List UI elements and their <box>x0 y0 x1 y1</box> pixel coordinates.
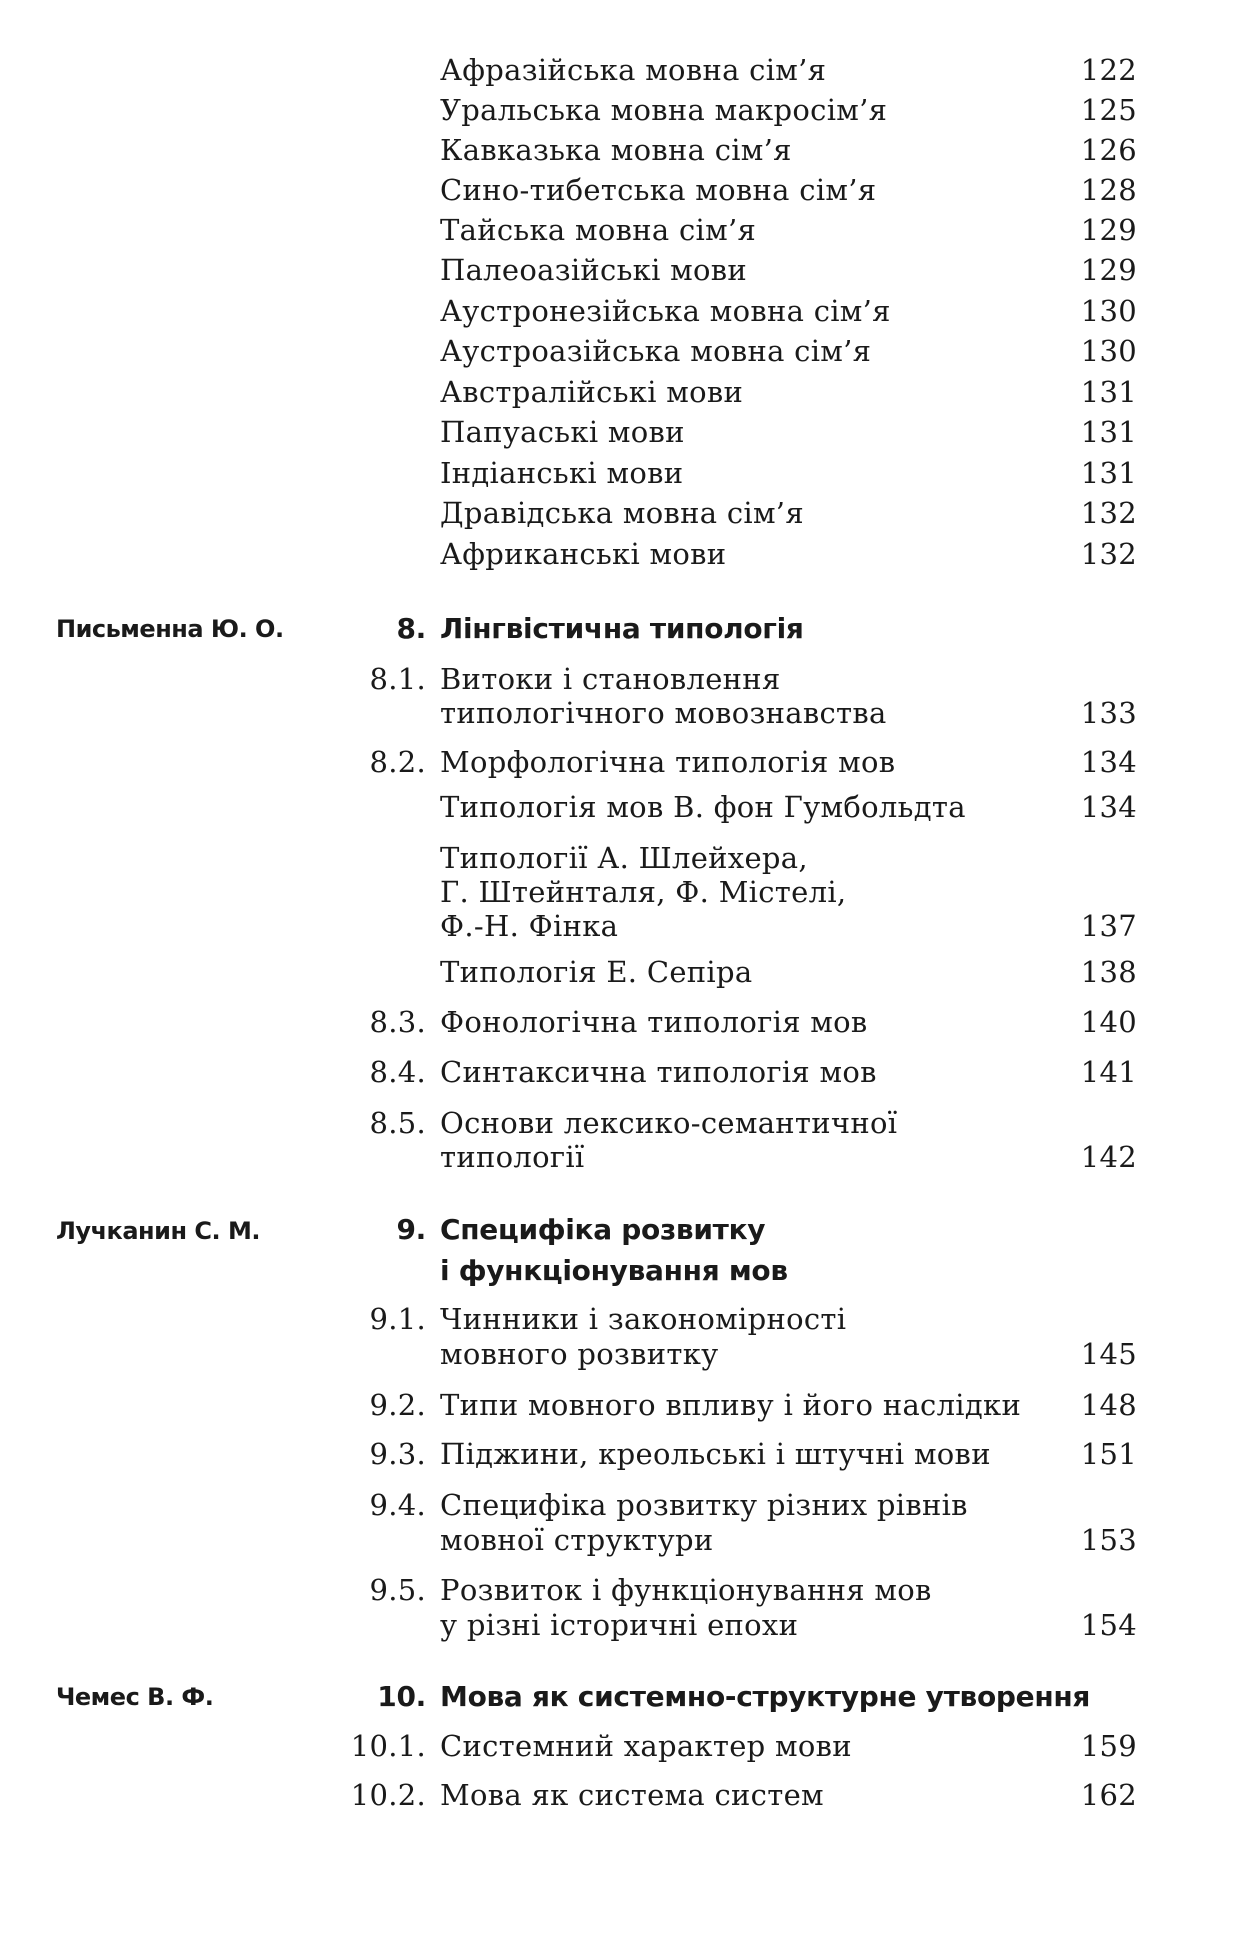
entry-title: Синтаксична типологія мов <box>440 1055 877 1089</box>
entry-page: 126 <box>1080 133 1137 167</box>
entry-title: Типології А. Шлейхера, <box>440 841 808 875</box>
section-number: 9.5. <box>369 1573 426 1607</box>
entry-page: 128 <box>1080 173 1137 207</box>
entry-title: Дравідська мовна сім’я <box>440 496 804 530</box>
section-number: 8.5. <box>369 1106 426 1140</box>
entry-title: Афразійська мовна сім’я <box>440 53 827 87</box>
entry-page: 154 <box>1080 1608 1137 1642</box>
entry-title: Г. Штейнталя, Ф. Містелі, <box>440 875 847 909</box>
entry-title: Палеоазійські мови <box>440 253 748 287</box>
entry-title: типології <box>440 1140 585 1174</box>
entry-page: 132 <box>1080 496 1137 530</box>
entry-title: Типологія мов В. фон Гумбольдта <box>440 790 966 824</box>
entry-page: 148 <box>1080 1388 1137 1422</box>
entry-title: Сино-тибетська мовна сім’я <box>440 173 877 207</box>
chapter-number: 10. <box>377 1680 426 1713</box>
entry-title: Уральська мовна макросім’я <box>440 93 888 127</box>
entry-page: 162 <box>1080 1778 1137 1812</box>
entry-page: 142 <box>1080 1140 1137 1174</box>
entry-page: 131 <box>1080 415 1137 449</box>
entry-title: Типи мовного впливу і його наслідки <box>440 1388 1022 1422</box>
section-number: 8.1. <box>369 662 426 696</box>
section-number: 9.2. <box>369 1388 426 1422</box>
entry-title: Мова як система систем <box>440 1778 824 1812</box>
entry-page: 130 <box>1080 334 1137 368</box>
chapter-number: 8. <box>396 612 426 645</box>
section-number: 10.1. <box>350 1729 426 1763</box>
section-number: 8.3. <box>369 1005 426 1039</box>
chapter-title[interactable]: Специфіка розвитку <box>440 1213 766 1246</box>
entry-title: Основи лексико-семантичної <box>440 1106 898 1140</box>
entry-page: 129 <box>1080 213 1137 247</box>
entry-title: Морфологічна типологія мов <box>440 745 896 779</box>
entry-page: 141 <box>1080 1055 1137 1089</box>
section-number: 9.4. <box>369 1488 426 1522</box>
entry-page: 129 <box>1080 253 1137 287</box>
chapter-author: Письменна Ю. О. <box>56 615 284 643</box>
entry-title: мовного розвитку <box>440 1337 719 1371</box>
entry-title: Типологія Е. Сепіра <box>440 955 753 989</box>
entry-title: Піджини, креольські і штучні мови <box>440 1437 991 1471</box>
entry-page: 138 <box>1080 955 1137 989</box>
section-number: 9.1. <box>369 1302 426 1336</box>
entry-page: 140 <box>1080 1005 1137 1039</box>
entry-page: 131 <box>1080 375 1137 409</box>
entry-title: Системний характер мови <box>440 1729 852 1763</box>
entry-title: мовної структури <box>440 1523 714 1557</box>
entry-page: 134 <box>1080 790 1137 824</box>
entry-title: у різні історичні епохи <box>440 1608 799 1642</box>
entry-page: 159 <box>1080 1729 1137 1763</box>
entry-page: 122 <box>1080 53 1137 87</box>
entry-title: Чинники і закономірності <box>440 1302 847 1336</box>
section-number: 8.4. <box>369 1055 426 1089</box>
entry-title: Аустроазійська мовна сім’я <box>440 334 872 368</box>
section-number: 9.3. <box>369 1437 426 1471</box>
entry-page: 125 <box>1080 93 1137 127</box>
entry-page: 151 <box>1080 1437 1137 1471</box>
chapter-title[interactable]: Мова як системно-структурне утворення <box>440 1680 1091 1713</box>
chapter-number: 9. <box>396 1213 426 1246</box>
entry-page: 130 <box>1080 294 1137 328</box>
entry-title: Тайська мовна сім’я <box>440 213 757 247</box>
entry-page: 137 <box>1080 909 1137 943</box>
entry-title: Кавказька мовна сім’я <box>440 133 792 167</box>
chapter-title-continuation[interactable]: і функціонування мов <box>440 1254 788 1287</box>
entry-title: Африканські мови <box>440 537 727 571</box>
entry-title: Розвиток і функціонування мов <box>440 1573 932 1607</box>
entry-title: Папуаські мови <box>440 415 685 449</box>
entry-page: 153 <box>1080 1523 1137 1557</box>
entry-page: 133 <box>1080 696 1137 730</box>
entry-title: типологічного мовознавства <box>440 696 887 730</box>
entry-title: Витоки і становлення <box>440 662 781 696</box>
chapter-author: Чемес В. Ф. <box>56 1683 214 1711</box>
entry-title: Фонологічна типологія мов <box>440 1005 868 1039</box>
entry-title: Індіанські мови <box>440 456 684 490</box>
entry-page: 132 <box>1080 537 1137 571</box>
entry-page: 145 <box>1080 1337 1137 1371</box>
section-number: 10.2. <box>350 1778 426 1812</box>
entry-title: Аустронезійська мовна сім’я <box>440 294 891 328</box>
entry-page: 134 <box>1080 745 1137 779</box>
entry-page: 131 <box>1080 456 1137 490</box>
chapter-title[interactable]: Лінгвістична типологія <box>440 612 804 645</box>
entry-title: Специфіка розвитку різних рівнів <box>440 1488 968 1522</box>
section-number: 8.2. <box>369 745 426 779</box>
entry-title: Австралійські мови <box>440 375 744 409</box>
chapter-author: Лучканин С. М. <box>56 1217 260 1245</box>
entry-title: Ф.-Н. Фінка <box>440 909 619 943</box>
